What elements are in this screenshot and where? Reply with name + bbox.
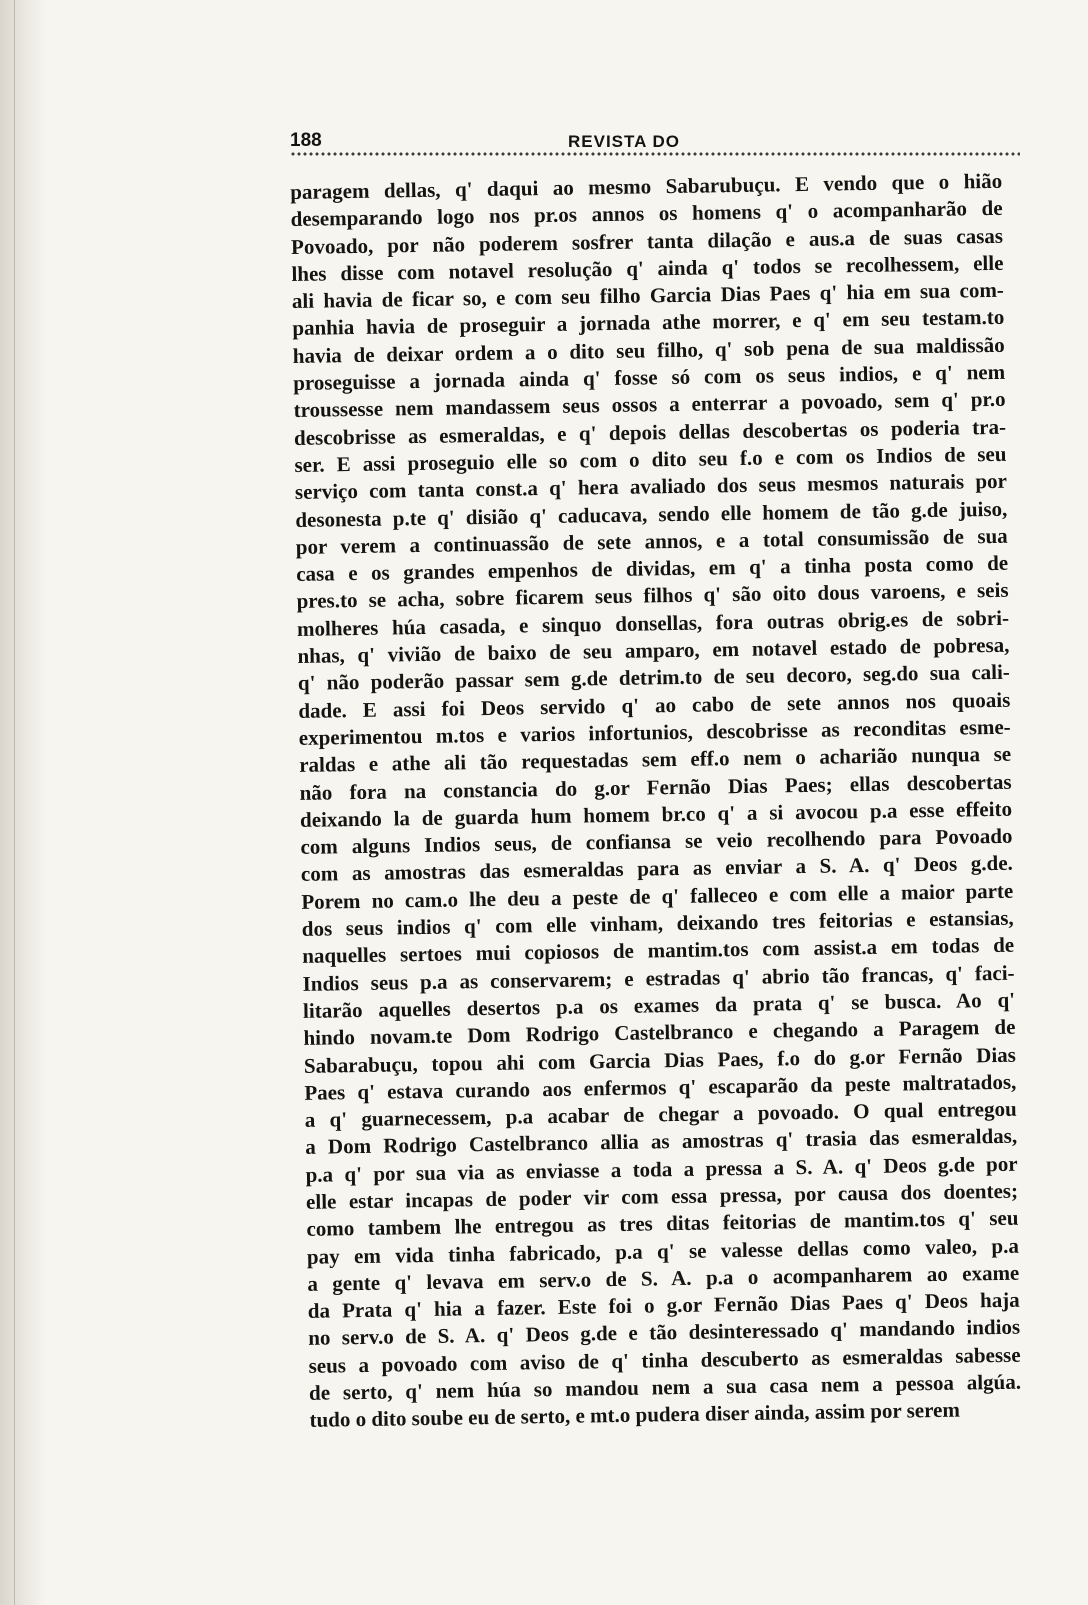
text-line: a gente q' levava em serv.o de S. A. p.a o acompanharem ao exame xyxy=(307,1260,1020,1296)
text-line: litarão aquelles desertos p.a os exames da prata q' se busca. Ao q' xyxy=(302,987,1016,1023)
binding-edge xyxy=(14,0,15,1605)
text-line: ali havia de ficar so, e com seu filho Garcia Dias Paes q' hia em sua com- xyxy=(291,277,1005,314)
text-line: dos seus indios q' com elle vinham, deixando tres feitorias e estansias, xyxy=(301,905,1014,941)
text-line: da Prata q' hia a fazer. Este foi o g.or Fernão Dias Paes q' Deos haja xyxy=(307,1287,1020,1324)
text-line: experimentou m.tos e varios infortunios, descobrisse as reconditas esme- xyxy=(298,714,1011,750)
text-line: pres.to se acha, sobre ficarem seus filhos q' são oito dous varoens, e seis xyxy=(296,578,1009,614)
text-line: desonesta p.te q' disião q' caducava, sendo elle homem de tão g.de juiso, xyxy=(295,496,1008,532)
text-line: Sabarabuçu, topou ahi com Garcia Dias Paes, f.o do g.or Fernão Dias xyxy=(303,1042,1017,1078)
text-line: Povoado, por não poderem sosfrer tanta dilação e aus.a de suas casas xyxy=(290,223,1004,259)
text-line: molheres húa casada, e sinquo donsellas, fora outras obrig.es de sobri- xyxy=(296,605,1010,641)
text-line: com alguns Indios seus, de confiansa se veio recolhendo para Povoado xyxy=(300,823,1013,860)
text-line: desemparando logo nos pr.os annos os homens q' o acompanharão de xyxy=(290,196,1003,232)
text-line: deixando la de guarda hum homem br.co q' a si avocou p.a esse effeito xyxy=(299,796,1013,832)
text-line: naquelles sertoes mui copiosos de mantim.tos com assist.a em todas de xyxy=(302,933,1015,969)
text-line: como tambem lhe entregou as tres ditas feitorias de mantim.tos q' seu xyxy=(306,1205,1019,1242)
text-line: havia de deixar ordem a o dito seu filho, q' sob pena de sua maldissão xyxy=(292,332,1005,368)
text-line: serviço com tanta const.a q' hera avaliado dos seus mesmos naturais por xyxy=(294,469,1008,505)
text-line: a q' guarnecessem, p.a acabar de chegar a povoado. O qual entregou xyxy=(304,1096,1017,1132)
page-number: 188 xyxy=(290,130,322,151)
header-rule xyxy=(290,152,1020,157)
text-line: paragem dellas, q' daqui ao mesmo Sabarubuçu. E vendo que o hião xyxy=(290,168,1003,204)
text-line: a Dom Rodrigo Castelbranco allia as amostras q' trasia das esmeraldas, xyxy=(305,1124,1018,1160)
text-line: tudo o dito soube eu de serto, e mt.o pudera diser ainda, assim por serem xyxy=(309,1397,961,1433)
text-line: pay em vida tinha fabricado, p.a q' se valesse dellas como valeo, p.a xyxy=(306,1233,1020,1269)
text-line: descobrisse as esmeraldas, e q' depois dellas descobertas os poderia tra- xyxy=(293,414,1007,450)
text-line: q' não poderão passar sem g.de detrim.to de seu decoro, seg.do sua cali- xyxy=(297,660,1011,696)
text-line: lhes disse com notavel resolução q' ainda q' todos se recolhessem, elle xyxy=(291,250,1004,286)
text-line: de serto, q' nem húa so mandou nem a sua casa nem a pessoa algúa. xyxy=(308,1369,1022,1405)
text-line: elle estar incapas de poder vir com essa pressa, por causa dos doentes; xyxy=(305,1178,1019,1214)
text-line: com as amostras das esmeraldas para as enviar a S. A. q' Deos g.de. xyxy=(300,851,1014,887)
text-line: nhas, q' vivião de baixo de seu amparo, em notavel estado de pobresa, xyxy=(297,632,1010,668)
text-line: por verem a continuassão de sete annos, e a total consumissão de sua xyxy=(295,523,1008,559)
text-line: panhia havia de proseguir a jornada athe morrer, e q' em seu testam.to xyxy=(292,305,1005,341)
text-line: proseguisse a jornada ainda q' fosse só com os seus indios, e q' nem xyxy=(293,359,1006,396)
text-line: raldas e athe ali tão requestadas sem eff.o nem o acharião nunqua se xyxy=(299,741,1012,778)
text-line: dade. E assi foi Deos servido q' ao cabo de sete annos nos quoais xyxy=(298,687,1011,723)
running-head: REVISTA DO xyxy=(568,132,681,151)
text-line: não fora na constancia do g.or Fernão Dias Paes; ellas descobertas xyxy=(299,769,1012,805)
text-line: troussesse nem mandassem seus ossos a enterrar a povoado, sem q' pr.o xyxy=(293,387,1006,423)
page-header xyxy=(290,118,1020,152)
text-line: Paes q' estava curando aos enfermos q' escaparão da peste maltratados, xyxy=(304,1069,1017,1105)
body-text xyxy=(290,168,1040,1435)
text-line: p.a q' por sua via as enviasse a toda a pressa a S. A. q' Deos g.de por xyxy=(305,1151,1018,1187)
text-line: no serv.o de S. A. q' Deos g.de e tão desinteressado q' mandando indios xyxy=(308,1315,1021,1351)
text-line: Porem no cam.o lhe deu a peste de q' falleceo e com elle a maior parte xyxy=(301,878,1014,914)
book-page xyxy=(290,118,1020,1435)
text-line: ser. E assi proseguio elle so com o dito seu f.o e com os Indios de seu xyxy=(294,441,1007,477)
scan-gutter xyxy=(0,0,46,1605)
text-line: seus a povoado com aviso de q' tinha descuberto as esmeraldas sabesse xyxy=(308,1342,1021,1378)
text-line: hindo novam.te Dom Rodrigo Castelbranco e chegando a Paragem de xyxy=(303,1014,1016,1051)
text-line: casa e os grandes empenhos de dividas, em q' a tinha posta como de xyxy=(296,550,1009,587)
text-line: Indios seus p.a as conservarem; e estradas q' abrio tão francas, q' faci- xyxy=(302,960,1015,996)
